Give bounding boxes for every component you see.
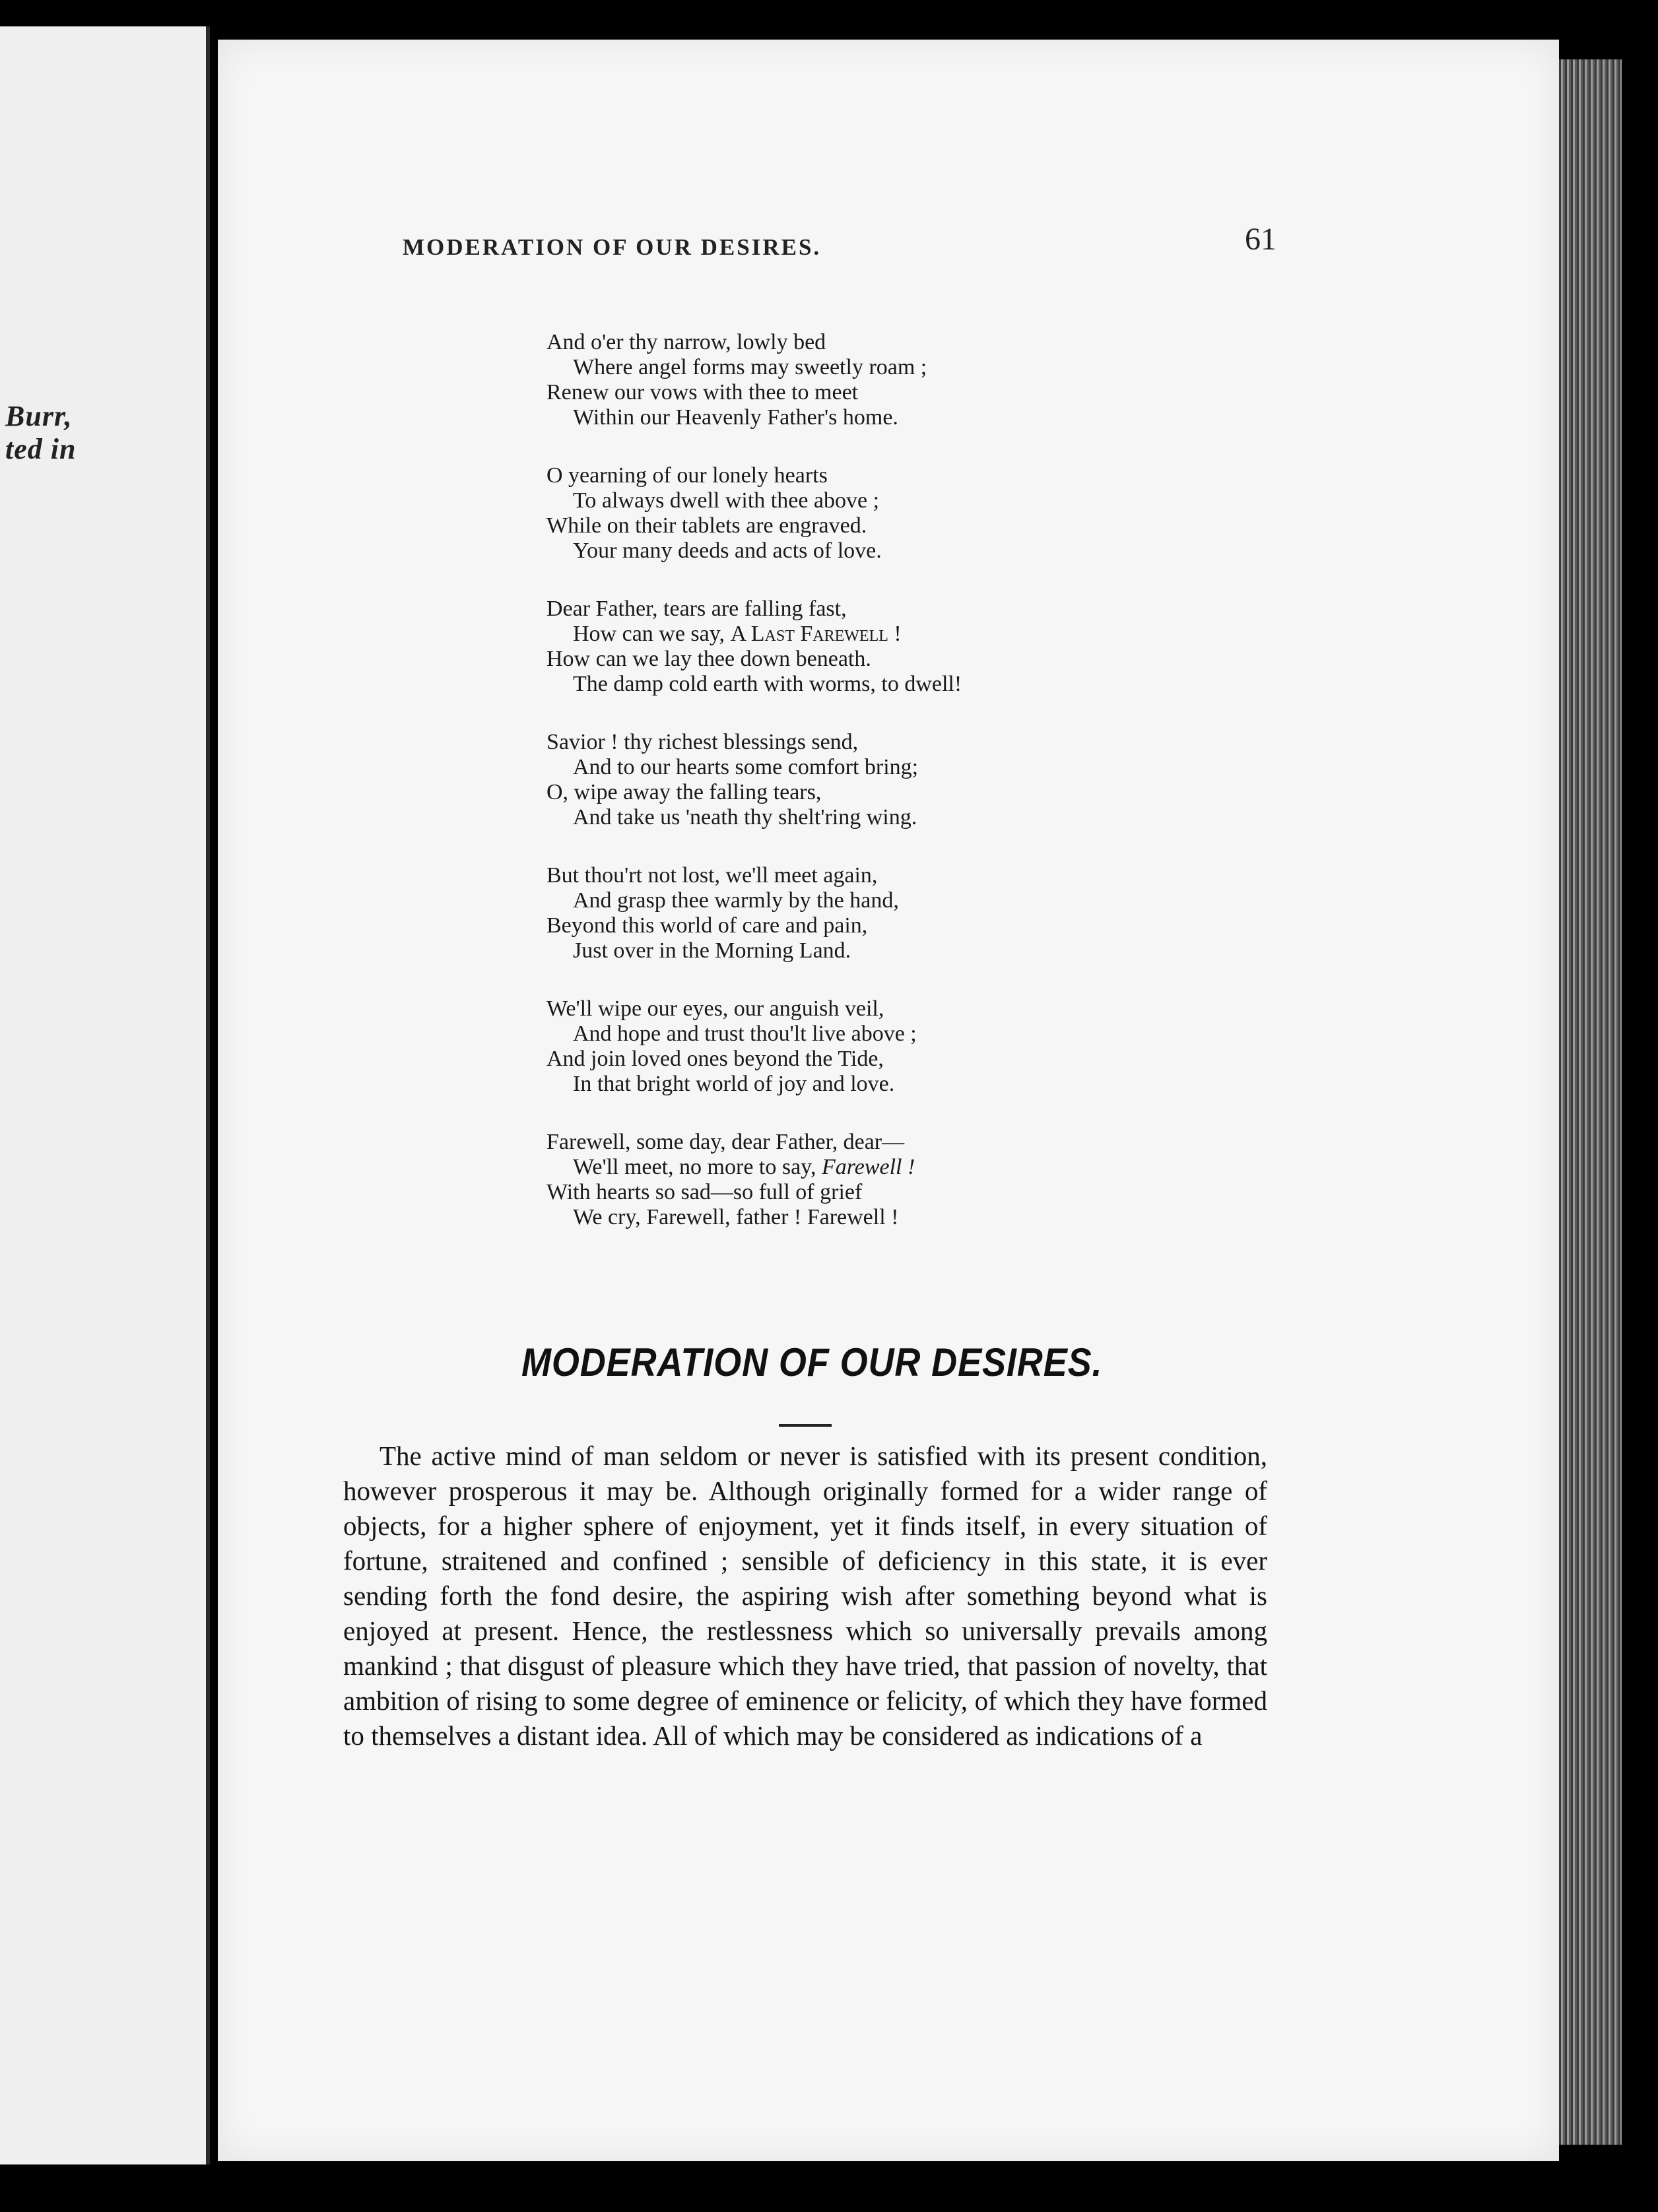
poem — [547, 330, 1193, 1263]
poem-stanza — [547, 330, 1193, 430]
poem-line-text: While on their tablets are engraved. — [547, 513, 867, 538]
poem-line-text: Within our Heavenly Father's home. — [573, 405, 898, 430]
poem-line-text: With hearts so sad—so full of grief — [547, 1180, 863, 1204]
poem-line-text: And take us 'neath thy shelt'ring wing. — [573, 805, 917, 830]
poem-line-text: How can we say, — [573, 622, 731, 646]
poem-line — [547, 355, 1193, 380]
poem-line — [547, 1072, 1193, 1097]
left-page-fragment: Burr, — [5, 400, 73, 432]
poem-stanza — [547, 463, 1193, 564]
poem-line — [547, 996, 1193, 1022]
poem-line — [547, 888, 1193, 913]
poem-line-text: We cry, Farewell, father ! Farewell ! — [573, 1205, 899, 1229]
poem-line-text: And grasp thee warmly by the hand, — [573, 888, 899, 913]
poem-line — [547, 380, 1193, 405]
poem-line — [547, 538, 1193, 564]
poem-line-text: Renew our vows with thee to meet — [547, 380, 859, 405]
poem-stanza — [547, 597, 1193, 697]
poem-line — [547, 1047, 1193, 1072]
poem-line — [547, 863, 1193, 888]
poem-line — [547, 755, 1193, 780]
poem-stanza — [547, 730, 1193, 830]
poem-line — [547, 1130, 1193, 1155]
poem-line — [547, 1155, 1193, 1180]
poem-line-text: Your many deeds and acts of love. — [573, 538, 882, 563]
page-number: 61 — [1245, 222, 1277, 257]
left-page-fragment: ted in — [5, 433, 77, 465]
page-edges — [1559, 59, 1622, 2145]
previous-page-edge — [0, 26, 210, 2164]
poem-line — [547, 1205, 1193, 1230]
poem-line — [547, 463, 1193, 488]
poem-line-text: Where angel forms may sweetly roam ; — [573, 355, 927, 379]
poem-line — [547, 938, 1193, 963]
poem-line-text: How can we lay thee down beneath. — [547, 647, 871, 671]
essay-paragraph: The active mind of man seldom or never is satisfied with its present condition, however prosperous it may be. Although originally formed for a wider range of objects, for a higher sphere of enjoyment, yet it finds itself, in every situation of fortune, straitened and confined ; sensible of deficiency in this state, it is ever sending forth the fond desire, the aspiring wish after something beyond what is enjoyed at present. Hence, the restlessness which so universally prevails among mankind ; that disgust of pleasure which they have tried, that passion of novelty, that ambition of rising to some degree of eminence or felicity, of which they have formed to themselves a distant idea. All of which may be considered as indications of a — [343, 1441, 1267, 1751]
poem-stanza — [547, 1130, 1193, 1230]
poem-line-text: In that bright world of joy and love. — [573, 1072, 895, 1096]
poem-line-text: We'll wipe our eyes, our anguish veil, — [547, 996, 884, 1021]
poem-line-text: O yearning of our lonely hearts — [547, 463, 828, 488]
poem-line-emphasis: A Last Farewell ! — [730, 622, 902, 646]
poem-line-text: But thou'rt not lost, we'll meet again, — [547, 863, 878, 888]
poem-line — [547, 1180, 1193, 1205]
poem-line — [547, 647, 1193, 672]
poem-line-text: And to our hearts some comfort bring; — [573, 755, 919, 779]
poem-line — [547, 330, 1193, 355]
poem-line-text: Savior ! thy richest blessings send, — [547, 730, 859, 754]
poem-line-text: To always dwell with thee above ; — [573, 488, 880, 513]
poem-line — [547, 913, 1193, 938]
poem-line-text: O, wipe away the falling tears, — [547, 780, 822, 804]
poem-line-text: The damp cold earth with worms, to dwell! — [573, 672, 962, 696]
poem-line-text: And o'er thy narrow, lowly bed — [547, 330, 826, 354]
poem-line — [547, 622, 1193, 647]
poem-line — [547, 672, 1193, 697]
poem-line-text: Farewell, some day, dear Father, dear— — [547, 1130, 905, 1154]
essay-body — [343, 1439, 1267, 1753]
running-head: MODERATION OF OUR DESIRES. — [403, 234, 822, 260]
poem-line — [547, 1022, 1193, 1047]
poem-line — [547, 780, 1193, 805]
poem-stanza — [547, 863, 1193, 963]
poem-stanza — [547, 996, 1193, 1097]
poem-line — [547, 513, 1193, 538]
poem-line-text: Beyond this world of care and pain, — [547, 913, 868, 938]
poem-line-emphasis: Farewell ! — [821, 1155, 915, 1179]
poem-line — [547, 805, 1193, 830]
poem-line — [547, 488, 1193, 513]
poem-line-text: And hope and trust thou'lt live above ; — [573, 1022, 917, 1046]
essay-title: MODERATION OF OUR DESIRES. — [521, 1340, 1103, 1384]
poem-line-text: We'll meet, no more to say, — [573, 1155, 822, 1179]
poem-line — [547, 597, 1193, 622]
poem-line — [547, 405, 1193, 430]
poem-line-text: Just over in the Morning Land. — [573, 938, 851, 963]
poem-line-text: Dear Father, tears are falling fast, — [547, 597, 847, 621]
title-rule — [779, 1424, 832, 1427]
poem-line-text: And join loved ones beyond the Tide, — [547, 1047, 884, 1071]
poem-line — [547, 730, 1193, 755]
